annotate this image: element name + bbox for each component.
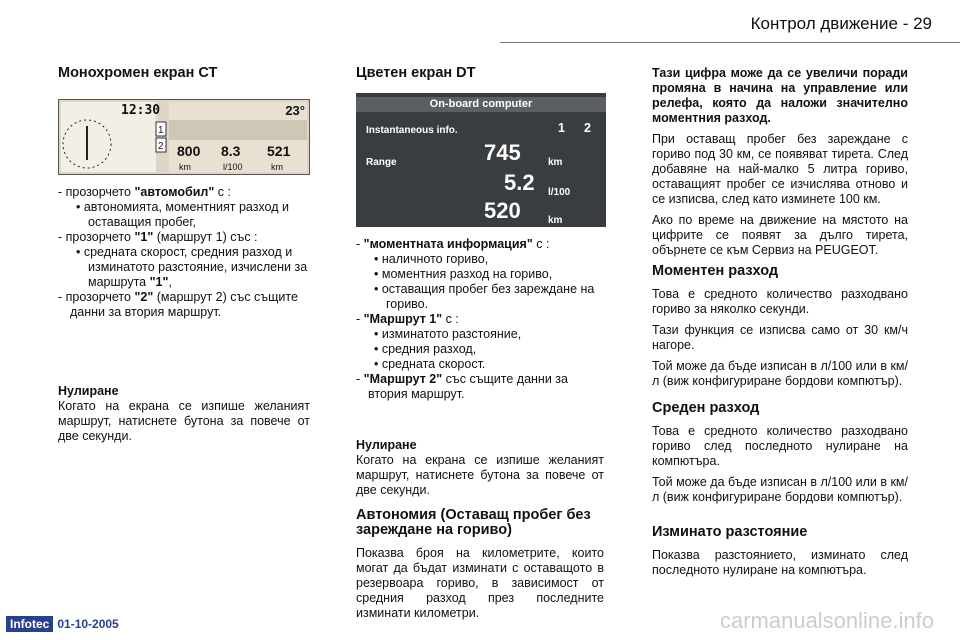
footer-date: 01-10-2005 [57, 617, 119, 631]
mono-unit-3: km [271, 162, 283, 172]
header-divider [500, 42, 960, 43]
mono-value-autonomy: 800 [177, 143, 201, 159]
watermark: carmanualsonline.info [719, 608, 934, 633]
list-item: • средната скорост. [374, 357, 486, 371]
list-item: • оставащия пробег без зареждане на гориво. [374, 282, 595, 311]
dt-unit-1: km [548, 157, 563, 168]
list-item: • изминатото разстояние, [374, 327, 522, 341]
dt-tab-2: 2 [584, 121, 591, 135]
note-text: Тази цифра може да се увеличи поради промяна в начина на управление или релефа, която да наложи значително моментния разход. [652, 66, 908, 125]
paragraph: Показва разстоянието, изминато след последното нулиране на компютъра. [652, 548, 908, 577]
reset-heading: Нулиране [356, 438, 417, 452]
footer [6, 616, 119, 632]
page-title: Контрол движение - 29 [750, 14, 932, 33]
list-item: • автономията, моментният разход и оставащия пробег, [76, 200, 289, 229]
dt-value-consumption: 5.2 [504, 170, 535, 195]
section-heading: Монохромен екран СТ [58, 65, 218, 81]
distance-heading: Изминато разстояние [652, 524, 808, 540]
list-item: • средната скорост, средния разход и изминатото разстояние, изчислени за маршрута "1", [76, 245, 308, 289]
mono-temp: 23° [285, 103, 305, 118]
reset-text: Когато на екрана се изпише желаният маршрут, натиснете бутона за повече от две секунди. [356, 453, 604, 497]
dt-range-label: Range [366, 157, 397, 168]
dt-value-autonomy: 520 [484, 198, 521, 223]
list-item: • моментния разход на гориво, [374, 267, 553, 281]
dt-value-range: 745 [484, 140, 521, 165]
paragraph: Ако по време на движение на мястото на цифрите се появят за дълго тирета, обърнете се към Сервиз на PEUGEOT. [652, 213, 908, 257]
mono-unit-1: km [179, 162, 191, 172]
mono-value-consumption: 8.3 [221, 143, 241, 159]
average-consumption-heading: Среден разход [652, 400, 760, 416]
list-item: • средния разход, [374, 342, 477, 356]
column-3 [652, 60, 908, 584]
mono-screen-image [58, 99, 310, 175]
paragraph: Тази функция се изписва само от 30 км/ч нагоре. [652, 323, 908, 352]
list-item: - "Маршрут 2" със същите данни за втория маршрут. [356, 372, 568, 401]
list-item: - "моментната информация" с : [356, 237, 550, 251]
mono-value-range: 521 [267, 143, 291, 159]
paragraph: При оставащ пробег без зареждане с гориво под 30 км, се появяват тирета. След добавяне на най-малко 5 литра гориво, оставащият пробег се изчислява отново и се изписва, след като изминете 100 км. [652, 132, 908, 206]
color-screen-image [356, 93, 606, 227]
mono-tab-2: 2 [158, 141, 164, 152]
list-item: • наличното гориво, [374, 252, 489, 266]
color-list [356, 237, 604, 402]
column-1 [58, 60, 310, 450]
dt-unit-2: l/100 [548, 187, 571, 198]
reset-text: Когато на екрана се изпише желаният маршрут, натиснете бутона за повече от две секунди. [58, 399, 310, 443]
reset-heading: Нулиране [58, 384, 119, 398]
page-header [500, 10, 960, 40]
mono-tab-1: 1 [158, 125, 164, 136]
mono-time: 12:30 [121, 103, 161, 118]
instant-consumption-heading: Моментен разход [652, 263, 779, 279]
dt-title: On-board computer [356, 97, 606, 112]
paragraph: Той може да бъде изписан в л/100 или в км/л (виж конфигуриране бордови компютър). [652, 359, 908, 388]
paragraph: Това е средното количество разходвано гориво за няколко секунди. [652, 287, 908, 316]
list-item: - прозорчето "автомобил" с : [58, 185, 231, 199]
autonomy-heading: Автономия (Оставащ пробег без зареждане на гориво) [356, 507, 591, 538]
infotec-logo: Infotec [6, 616, 53, 632]
list-item: - "Маршрут 1" с : [356, 312, 459, 326]
section-heading: Цветен екран DT [356, 65, 476, 81]
column-2 [356, 60, 604, 627]
mono-unit-2: l/100 [223, 162, 243, 172]
dt-tab-1: 1 [558, 121, 565, 135]
paragraph: Той може да бъде изписан в л/100 или в км/л (виж конфигуриране бордови компютър). [652, 475, 908, 504]
mono-list [58, 185, 310, 320]
paragraph: Това е средното количество разходвано гориво след последното нулиране на компютъра. [652, 424, 908, 468]
dt-row-label: Instantaneous info. [366, 125, 458, 136]
autonomy-text: Показва броя на километрите, които могат да бъдат изминати с оставащото в резервоара гориво, в зависимост от средния разход през последните изминати километри. [356, 546, 604, 620]
dt-unit-3: km [548, 215, 563, 226]
list-item: - прозорчето "2" (маршрут 2) със същите данни за втория маршрут. [58, 290, 298, 319]
list-item: - прозорчето "1" (маршрут 1) със : [58, 230, 258, 244]
